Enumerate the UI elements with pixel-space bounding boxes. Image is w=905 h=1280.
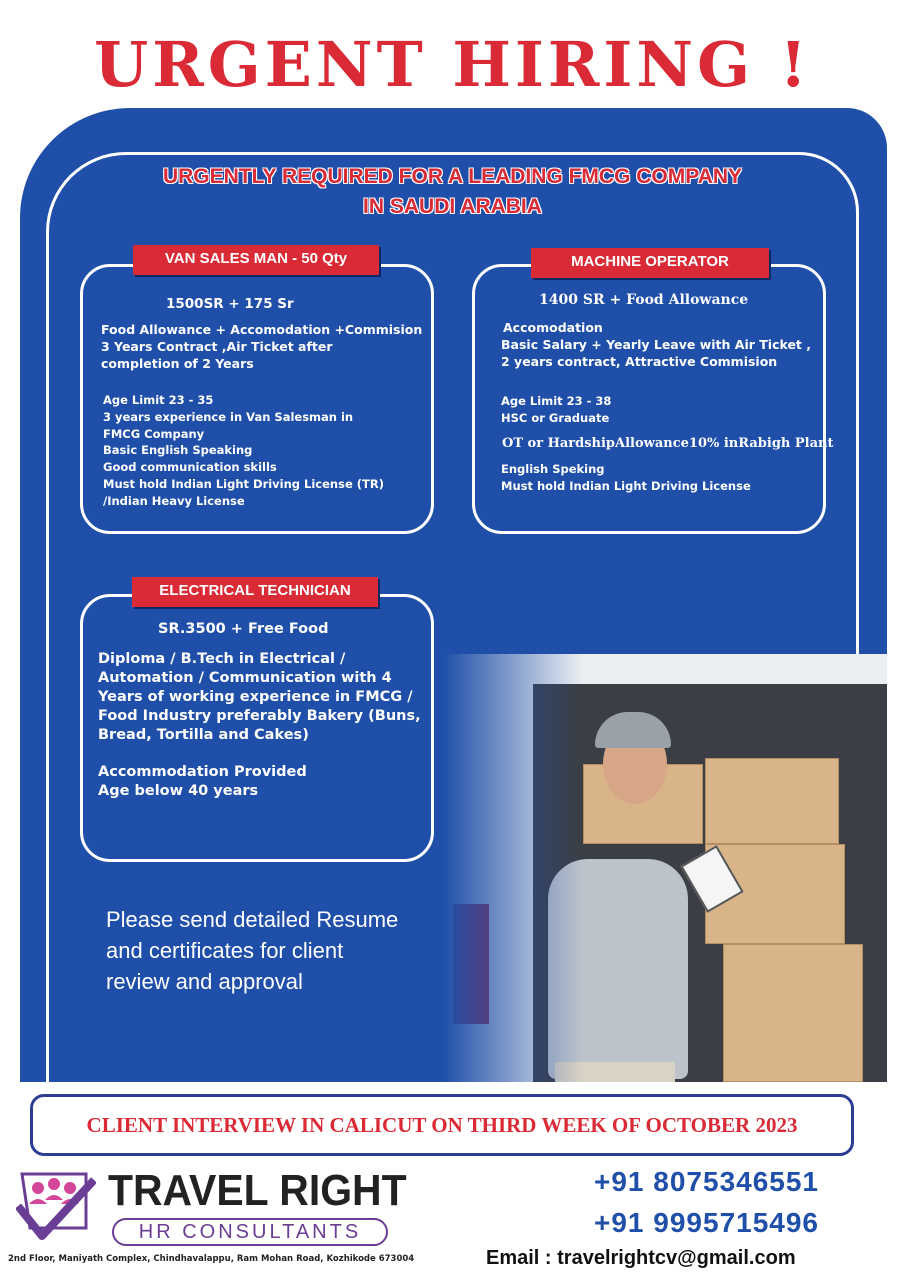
phone-number-1[interactable]: +91 8075346551 (594, 1166, 819, 1197)
company-address: 2nd Floor, Maniyath Complex, Chindhavalappu, Ram Mohan Road, Kozhikode 673004 (8, 1254, 415, 1264)
delivery-man-photo (443, 654, 887, 1082)
electrical-technician-extras: Accommodation Provided Age below 40 years (98, 764, 307, 799)
machine-operator-ot-note: OT or HardshipAllowance10% inRabigh Plant (502, 436, 834, 451)
machine-operator-salary: 1400 SR + Food Allowance (539, 292, 749, 308)
company-tagline: HR CONSULTANTS (112, 1218, 388, 1246)
electrical-technician-description: Diploma / B.Tech in Electrical / Automation / Communication with 4 Years of working experience in FMCG / Food Industry preferably Bakery (Buns, Bread, Tortilla and Cakes) (98, 651, 421, 743)
interview-banner: CLIENT INTERVIEW IN CALICUT ON THIRD WEEK OF OCTOBER 2023 (30, 1094, 854, 1156)
main-subheading (0, 162, 905, 222)
subheading-line-2: IN SAUDI ARABIA (363, 195, 542, 218)
electrical-technician-salary: SR.3500 + Free Food (158, 621, 329, 637)
headline: URGENT HIRING ! (94, 28, 811, 101)
machine-operator-title: MACHINE OPERATOR (531, 248, 769, 278)
send-resume-note: Please send detailed Resume and certificates for client review and approval (106, 907, 399, 994)
machine-operator-benefits: Accomodation Basic Salary + Yearly Leave with Air Ticket , 2 years contract, Attractive Commision (501, 320, 812, 369)
company-name: TRAVEL RIGHT (108, 1166, 407, 1215)
van-salesman-requirements: Age Limit 23 - 35 3 years experience in Van Salesman in FMCG Company Basic English Speaking Good communication skills Must hold Indian Light Driving License (TR) /Indian Heavy License (103, 393, 384, 508)
van-salesman-salary: 1500SR + 175 Sr (166, 296, 294, 312)
phone-number-2[interactable]: +91 9995715496 (594, 1207, 819, 1238)
van-salesman-title: VAN SALES MAN - 50 Qty (133, 245, 379, 275)
contact-email[interactable]: Email : travelrightcv@gmail.com (486, 1247, 796, 1269)
machine-operator-requirements: Age Limit 23 - 38 HSC or Graduate (501, 394, 612, 425)
machine-operator-extra: English Speking Must hold Indian Light Driving License (501, 462, 751, 493)
subheading-line-1: URGENTLY REQUIRED FOR A LEADING FMCG COMPANY (162, 165, 743, 188)
van-salesman-benefits: Food Allowance + Accomodation +Commision 3 Years Contract ,Air Ticket after completion of 2 Years (101, 322, 423, 371)
company-logo (16, 1170, 96, 1242)
electrical-technician-title: ELECTRICAL TECHNICIAN (132, 577, 378, 607)
